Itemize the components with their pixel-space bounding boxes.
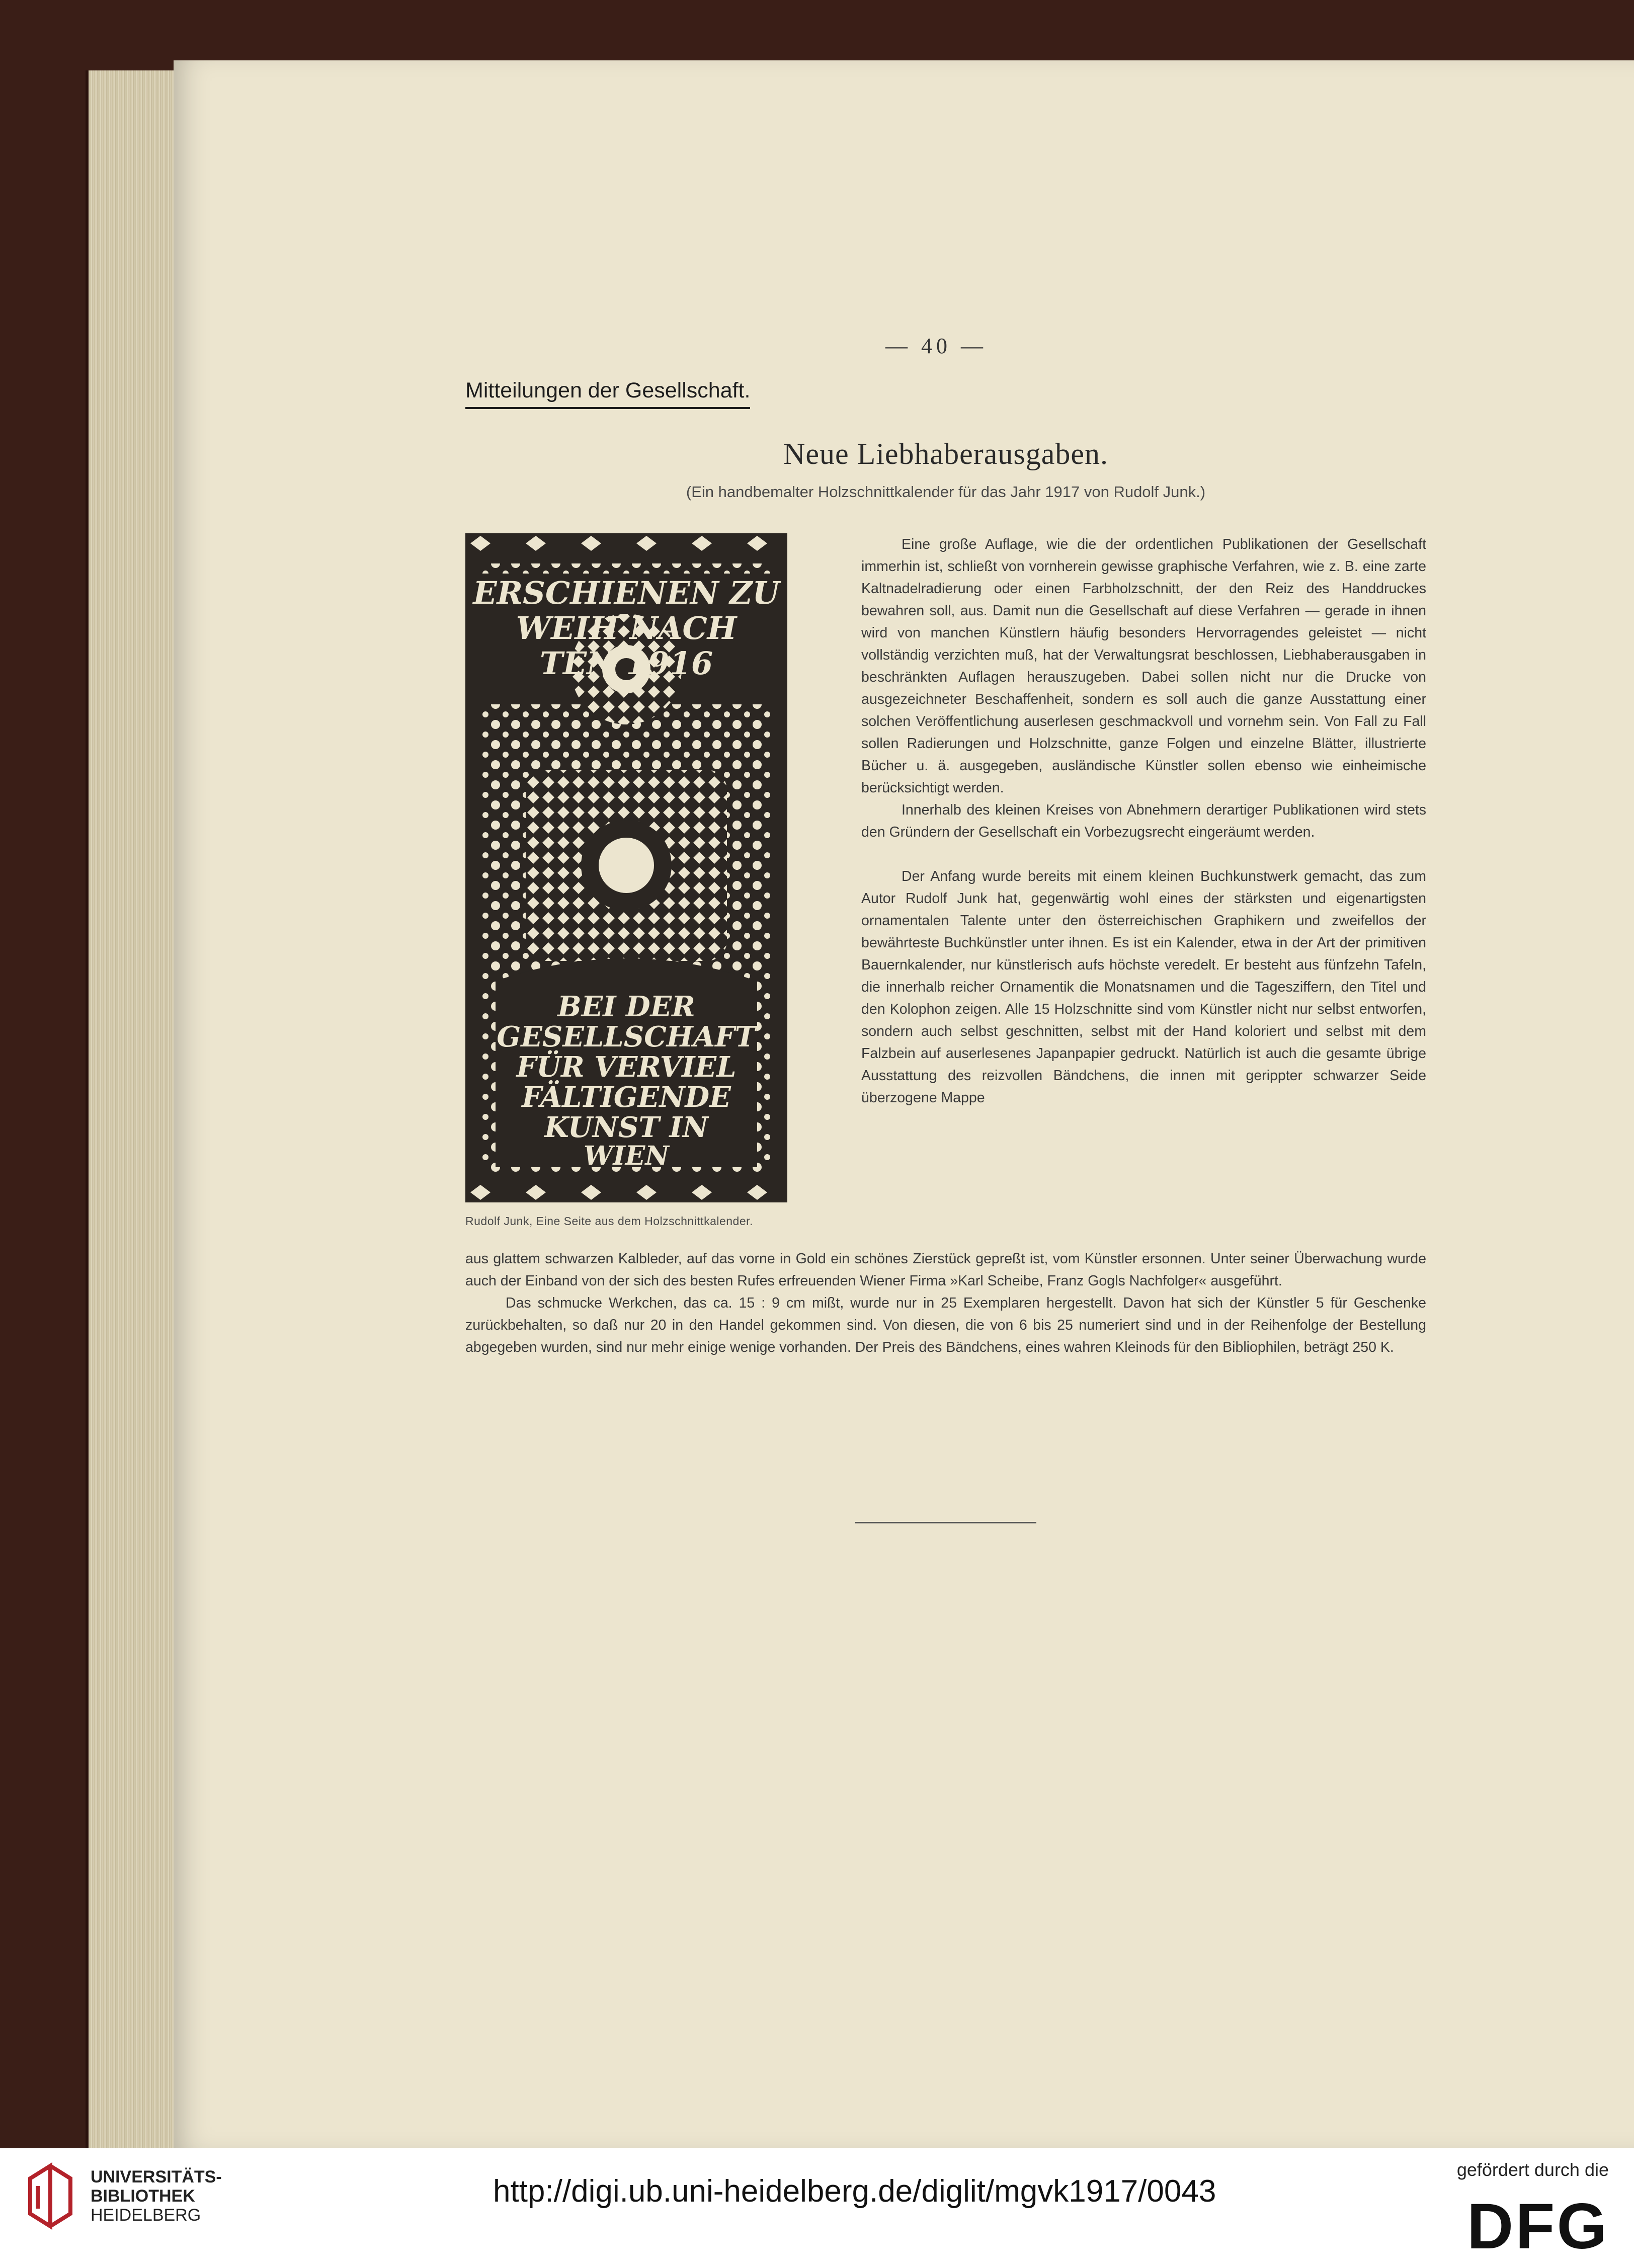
paragraph: aus glattem schwarzen Kalbleder, auf das vorne in Gold ein schönes Zierstück gepreßt ist, vom Künstler ersonnen. Unter seiner Überwachung wurde auch der Einband von der sich des besten Rufes erfreuenden Wiener Firma »Karl Scheibe, Franz Gogls Nachfolger« ausgeführt.: [465, 1251, 1426, 1289]
library-line-1: UNIVERSITÄTS-: [91, 2167, 222, 2186]
dfg-logo: DFG: [1466, 2191, 1609, 2262]
woodcut-lettering-bottom-2: GESELLSCHAFT: [497, 1020, 756, 1054]
article-title: Neue Liebhaberausgaben.: [783, 437, 1109, 470]
library-line-2: BIBLIOTHEK: [91, 2186, 195, 2206]
woodcut-lettering-bottom-5: KUNST IN: [544, 1111, 708, 1144]
paragraph: Innerhalb des kleinen Kreises von Abnehmern derartiger Publikationen wird stets den Gründern der Gesellschaft ein Vorbezugsrecht eingeräumt werden.: [861, 802, 1426, 840]
article-subtitle: (Ein handbemalter Holzschnittkalender für das Jahr 1917 von Rudolf Junk.): [686, 483, 1206, 501]
woodcut-calendar-page: [465, 533, 787, 1202]
section-heading: Mitteilungen der Gesellschaft.: [465, 378, 750, 409]
article-column-text: [861, 533, 1426, 1109]
figure-caption: Rudolf Junk, Eine Seite aus dem Holzschnittkalender.: [465, 1214, 753, 1228]
article-full-width-text: [465, 1248, 1426, 1358]
woodcut-lettering-top-2: WEIH NACH: [516, 610, 737, 646]
woodcut-lettering-top-3: TEN 1916: [539, 645, 713, 682]
woodcut-lettering-bottom-4: FÄLTIGENDE: [522, 1081, 731, 1114]
woodcut-lettering-top-1: ERSCHIENEN ZU: [473, 575, 780, 611]
university-library-logo-icon: [20, 2158, 80, 2234]
woodcut-lettering-bottom-6: WIEN: [584, 1141, 669, 1171]
paragraph: Der Anfang wurde bereits mit einem kleinen Buchkunstwerk gemacht, das zum Autor Rudolf Junk hat, gegenwärtig wohl eines der stärksten und eigenartigsten ornamentalen Talente unter den österreichischen Graphikern und zweifellos der bewährteste Buchkünstler unter ihnen. Es ist ein Kalender, etwa in der Art der primitiven Bauernkalender, nur künstlerisch aufs höchste veredelt. Er besteht aus fünfzehn Tafeln, die innerhalb reicher Ornamentik die Monatsnamen und die Tagesziffern, den Titel und den Kolophon zeigen. Alle 15 Holzschnitte sind vom Künstler nicht nur selbst entworfen, sondern auch selbst geschnitten, selbst mit der Hand koloriert und selbst mit dem Falzbein auf auserlesenes Japanpapier gedruckt. Natürlich ist auch die gesamte übrige Ausstattung des reizvollen Bändchens, die innen mit gerippter schwarzer Seide überzogene Mappe: [861, 868, 1426, 1106]
end-rule: [855, 1522, 1036, 1523]
digitization-footer: [0, 2148, 1634, 2268]
woodcut-lettering-bottom-1: BEI DER: [557, 990, 695, 1023]
woodcut-illustration: [465, 533, 787, 1202]
funded-by-label: gefördert durch die: [1456, 2159, 1609, 2180]
paragraph: Eine große Auflage, wie die der ordentlichen Publikationen der Gesellschaft immerhin ist, schließt von vornherein gewisse graphische Verfahren, wie z. B. eine zarte Kaltnadelradierung oder einen Farbholzschnitt, der den Reiz des Handdruckes bewahren soll, aus. Damit nun die Gesellschaft auf diese Verfahren — gerade in ihnen wird von manchen Künstlern häufig besonders Hervorragendes geleistet — nicht vollständig verzichten muß, hat der Verwaltungsrat beschlossen, Liebhaberausgaben in beschränkten Auflagen herauszugeben. Dabei sollen nicht nur die Drucke von ausgezeichneter Beschaffenheit, sondern es soll auch die ganze Ausstattung einer solchen Veröffentlichung auserlesen geschmackvoll und vornehm sein. Von Fall zu Fall sollen Radierungen und Holzschnitte, ganze Folgen und einzelne Blätter, illustrierte Bücher u. ä. ausgegeben, ausländische Künstler sollen ebenso wie einheimische berücksichtigt werden.: [861, 536, 1426, 796]
library-line-3: HEIDELBERG: [91, 2206, 201, 2225]
permalink-url[interactable]: http://digi.ub.uni-heidelberg.de/diglit/mgvk1917/0043: [493, 2174, 1216, 2209]
page-number: — 40 —: [885, 334, 987, 358]
paragraph: Das schmucke Werkchen, das ca. 15 : 9 cm mißt, wurde nur in 25 Exemplaren hergestellt. Davon hat sich der Künstler 5 für Geschenke zurückbehalten, so daß nur 20 in den Handel gekommen sind. Von diesen, die von 6 bis 25 numeriert sind und in der Reihenfolge der Bestellung abgegeben wurden, sind nur mehr einige wenige vorhanden. Der Preis des Bändchens, eines wahren Kleinods für den Bibliophilen, beträgt 250 K.: [465, 1295, 1426, 1355]
university-library-name: [91, 2167, 222, 2225]
woodcut-lettering-bottom-3: FÜR VERVIEL: [516, 1050, 737, 1084]
